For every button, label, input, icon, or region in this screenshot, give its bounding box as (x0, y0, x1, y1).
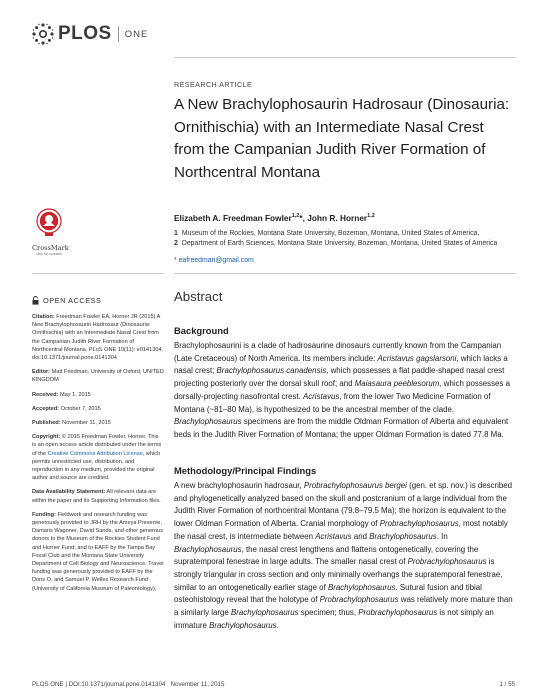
plos-logo-text: PLOS (58, 23, 112, 44)
funding-block (32, 511, 164, 593)
data-availability-label: Data Availability Statement: (32, 489, 106, 496)
logo-divider (118, 26, 119, 42)
abstract-heading: Abstract (174, 289, 223, 304)
funding-text: Fieldwork and research funding was generously provided to JRH by the Ameya Preserve, Damaris Wagoner, David Sands, and other generous donors to the Museum of the Rockies Student Fund and Horner Fund; and to EAFF by the Tampa Bay Fossil Club and the Montana State University Department of Cell Biology and Neuroscience. Travel funding was generously provided to EAFF by the Doris O. and Samuel P. Welles Research Fund (University of California Museum of Paleontology), (32, 511, 164, 592)
affiliation-item (174, 239, 497, 249)
affiliation-number: 1 (174, 230, 178, 237)
author-list (174, 213, 375, 223)
citation-text: Freedman Fowler EA, Horner JR (2015) A New Brachylophosaurin Hadrosaur (Dinosauria: Ornithischia) with an Intermediate Nasal Crest from the Campanian Judith River Formation of Northcentral Montana. PLoS ONE 10(11): e0141304. doi:10.1371/journal.pone.0141304 (32, 314, 164, 362)
editor-block (32, 368, 164, 384)
accepted-date (32, 405, 164, 413)
open-access-label: OPEN ACCESS (43, 296, 102, 305)
open-access-indicator (32, 296, 164, 305)
methodology-paragraph: A new brachylophosaurin hadrosaur, Probrachylophosaurus bergei (gen. et sp. nov.) is described and phylogenetically analyzed based on the skull and postcranium of a large individual from the Judith River Formation of northcentral Montana (79.8–79.5 Ma); the horizon is equivalent to the lower Oldman Formation of Alberta. Cranial morphology of Probrachylophosaurus, most notably the nasal crest, is intermediate between Acristavus and Brachylophosaurus. In Brachylophosaurus, the nasal crest lengthens and flattens ontogenetically, covering the supratemporal fenestrae in large adults. The smaller nasal crest of Probrachylophosaurus is strongly triangular in cross section and only minimally overhangs the supratemporal fenestrae, similar to an ontogenetically earlier stage of Brachylophosaurus. Sutural fusion and tibial osteohistology reveal that the holotype of Probrachylophosaurus was relatively more mature than a similarly large Brachylophosaurus specimen; thus, Probrachylophosaurus is not simply an immature Brachylophosaurus. (174, 481, 513, 630)
data-availability-text: All relevant data are within the paper and its Supporting Information files. (32, 489, 161, 504)
copyright-block (32, 433, 164, 482)
methodology-heading: Methodology/Principal Findings (174, 465, 317, 476)
copyright-text: © 2015 Freedman Fowler, Horner. This is an open access article distributed under the terms of the (32, 434, 162, 457)
affiliations (174, 229, 497, 249)
affiliation-item (174, 229, 497, 239)
footer-doi: PLOS ONE | DOI:10.1371/journal.pone.0141304 (32, 681, 166, 688)
copyright-label: Copyright: (32, 434, 61, 441)
author-separator: , (302, 213, 308, 223)
published-date (32, 419, 164, 427)
footer-date: November 11, 2015 (170, 681, 225, 688)
author-name[interactable]: Elizabeth A. Freedman Fowler (174, 213, 292, 223)
published-value: November 11, 2015 (62, 420, 111, 427)
copyright-text-end: , which permits unrestricted use, distribution, and reproduction in any medium, provided the original author and source are credited. (32, 450, 161, 482)
corresponding-email[interactable]: * eafreedman@gmail.com (174, 257, 254, 264)
received-value: May 1, 2015 (60, 391, 91, 398)
funding-label: Funding: (32, 511, 56, 518)
crossmark-sublabel: click for updates (36, 252, 62, 256)
article-title: A New Brachylophosaurin Hadrosaur (Dinosauria: Ornithischia) with an Intermediate Nasal Crest from the Campanian Judith River Formation of Northcentral Montana (174, 96, 510, 181)
affiliation-text: Museum of the Rockies, Montana State University, Bozeman, Montana, United States of America, (181, 230, 480, 237)
affiliation-text: Department of Earth Sciences, Montana State University, Bozeman, Montana, United States of America (181, 240, 498, 247)
author-affiliation-ref: 1,2 (291, 213, 300, 220)
editor-label: Editor: (32, 369, 51, 376)
published-label: Published: (32, 420, 61, 427)
article-info-sidebar (32, 296, 164, 599)
page-footer (32, 681, 515, 688)
open-lock-icon (32, 296, 39, 305)
author-affiliation-ref: 1,2 (367, 213, 375, 220)
author-name[interactable]: John R. Horner (307, 213, 368, 223)
corresponding-mark: * (299, 213, 303, 223)
plos-logo[interactable] (32, 22, 148, 46)
citation-block (32, 313, 164, 362)
page-number: 1 / 55 (499, 681, 515, 688)
editor-text: Matt Friedman, University of Oxford, UNITED KINGDOM (32, 369, 164, 384)
background-paragraph: Brachylophosaurini is a clade of hadrosaurine dinosaurs currently known from the Campanian (Late Cretaceous) of North America. Its members include: Acristavus gagslarsoni, which lacks a nasal crest; Brachylophosaurus canadensis, which possesses a flat paddle-shaped nasal crest projecting posteriorly over the dorsal skull roof; and Maiasaura peeblesorum, which possesses a dorsally-projecting nasofrontal crest. Acristavus, from the lower Two Medicine Formation of Montana (~81–80 Ma), is hypothesized to be the ancestral member of the clade. Brachylophosaurus specimens are from the middle Oldman Formation of Alberta and equivalent beds in the Judith River Formation of Montana; the upper Oldman Formation is dated 77.8 Ma. (174, 341, 510, 439)
affiliation-number: 2 (174, 240, 178, 247)
crossmark-label: CrossMark (32, 244, 69, 252)
sidebar-rule (32, 273, 164, 274)
received-date (32, 391, 164, 399)
crossmark-badge[interactable] (32, 208, 69, 256)
received-label: Received: (32, 391, 59, 398)
plos-logo-icon (32, 23, 54, 45)
crossmark-icon (36, 208, 62, 238)
main-rule (174, 273, 516, 274)
data-availability-block (32, 488, 164, 504)
accepted-label: Accepted: (32, 405, 60, 412)
accepted-value: October 7, 2015 (60, 405, 101, 412)
background-heading: Background (174, 325, 229, 336)
header-rule (174, 57, 516, 58)
footer-citation (32, 681, 224, 688)
article-type: RESEARCH ARTICLE (174, 80, 253, 89)
journal-name: ONE (124, 28, 149, 40)
citation-label: Citation: (32, 314, 55, 320)
license-link[interactable]: Creative Commons Attribution License (47, 450, 143, 457)
